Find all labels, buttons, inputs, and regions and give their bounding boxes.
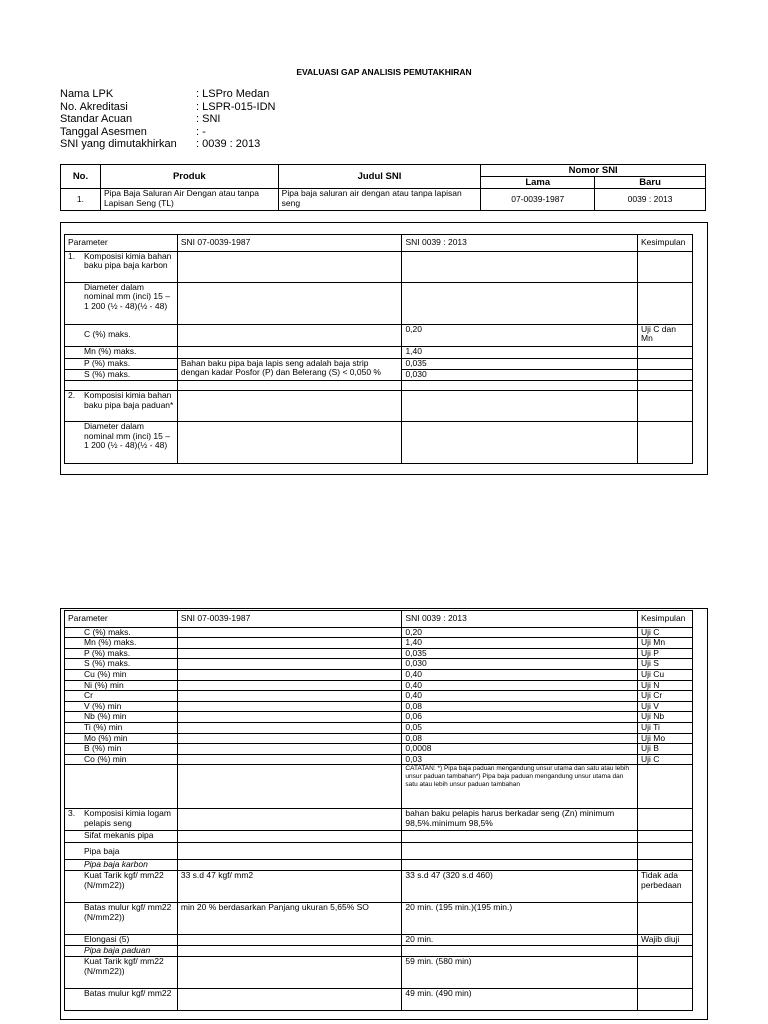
header-parameter: Parameter <box>65 235 178 252</box>
row-number: 2. <box>68 390 76 401</box>
old-value-cell <box>177 744 402 755</box>
kesimpulan-cell: Uji N <box>637 680 692 691</box>
kesimpulan-cell: Uji C <box>637 627 692 638</box>
old-value-cell <box>177 701 402 712</box>
table-row <box>65 691 693 702</box>
table-row <box>65 935 693 946</box>
kesimpulan-cell: Uji Mo <box>637 733 692 744</box>
cell-judul: Pipa baja saluran air dengan atau tanpa lapisan seng <box>278 189 481 211</box>
document-title: EVALUASI GAP ANALISIS PEMUTAKHIRAN <box>296 67 472 77</box>
param-cell: S (%) maks. <box>65 369 178 380</box>
param-cell: Komposisi kimia logam pelapis seng <box>84 808 171 828</box>
param-cell: Diameter dalam nominal mm (inci) 15 – 1 200 (½ - 48)(½ - 48) <box>65 282 178 324</box>
param-cell: V (%) min <box>65 701 178 712</box>
table-row <box>65 648 693 659</box>
new-value-cell: 0,20 <box>402 627 638 638</box>
info-label: No. Akreditasi <box>60 100 128 113</box>
table-row <box>65 765 693 809</box>
param-cell: Co (%) min <box>65 754 178 765</box>
table-row <box>65 843 693 860</box>
new-value-cell: 0,05 <box>402 722 638 733</box>
table-row <box>65 989 693 1011</box>
param-cell: Sifat mekanis pipa <box>65 831 178 843</box>
col-produk: Produk <box>100 165 278 189</box>
table-row <box>65 903 693 935</box>
old-value-cell <box>177 627 402 638</box>
kesimpulan-cell: Uji Cr <box>637 691 692 702</box>
info-value: : LSPR-015-IDN <box>196 100 276 113</box>
kesimpulan-cell: Uji V <box>637 701 692 712</box>
kesimpulan-cell: Uji Nb <box>637 712 692 723</box>
cell-produk: Pipa Baja Saluran Air Dengan atau tanpa Lapisan Seng (TL) <box>100 189 278 211</box>
cell-lama: 07-0039-1987 <box>481 189 595 211</box>
table-row <box>65 733 693 744</box>
old-value-cell <box>177 722 402 733</box>
new-value-cell: 49 min. (490 min) <box>402 989 638 1011</box>
comparison-table-1 <box>64 234 693 464</box>
new-value-cell: 0,0008 <box>402 744 638 755</box>
param-cell: C (%) maks. <box>65 627 178 638</box>
info-label: Tanggal Asesmen <box>60 125 147 138</box>
kesimpulan-cell: Uji S <box>637 659 692 670</box>
header-parameter: Parameter <box>65 611 178 628</box>
col-judul: Judul SNI <box>278 165 481 189</box>
param-cell: Ni (%) min <box>65 680 178 691</box>
info-label: SNI yang dimutakhirkan <box>60 138 177 150</box>
comparison-table-2 <box>64 610 693 1011</box>
new-value-cell: 1,40 <box>402 638 638 649</box>
new-value-cell: 20 min. <box>402 935 638 946</box>
new-value-cell: 0,06 <box>402 712 638 723</box>
new-value-cell: 0,08 <box>402 701 638 712</box>
new-value-cell: 0,08 <box>402 733 638 744</box>
new-value-cell: 0,40 <box>402 680 638 691</box>
old-value-cell <box>177 669 402 680</box>
info-row <box>60 138 275 151</box>
new-value-cell: 0,40 <box>402 669 638 680</box>
element-rows <box>65 627 693 765</box>
param-cell: Kuat Tarik kgf/ mm22 (N/mm22)) <box>65 957 178 989</box>
cell-no: 1. <box>61 189 101 211</box>
kesimpulan-cell: Uji Ti <box>637 722 692 733</box>
param-cell: Diameter dalam nominal mm (inci) 15 – 1 200 (½ - 48)(½ - 48) <box>65 422 178 464</box>
info-row <box>60 126 275 139</box>
old-value-cell <box>177 680 402 691</box>
info-row <box>60 88 275 101</box>
table-row <box>65 754 693 765</box>
table-header-row <box>65 611 693 628</box>
table-row <box>65 946 693 957</box>
param-cell: S (%) maks. <box>65 659 178 670</box>
param-cell: P (%) maks. <box>65 648 178 659</box>
param-cell: B (%) min <box>65 744 178 755</box>
table-row <box>65 251 693 282</box>
param-cell: Ti (%) min <box>65 722 178 733</box>
new-value-cell: 20 min. (195 min.)(195 min.) <box>402 903 638 935</box>
param-cell: Pipa baja <box>65 843 178 860</box>
table-row <box>65 860 693 871</box>
table-row <box>65 744 693 755</box>
header-old: SNI 07-0039-1987 <box>177 611 402 628</box>
new-value-cell: 33 s.d 47 (320 s.d 460) <box>402 871 638 903</box>
cell-baru: 0039 : 2013 <box>595 189 706 211</box>
table-row <box>65 680 693 691</box>
table-row <box>65 638 693 649</box>
old-value-cell <box>177 648 402 659</box>
info-row <box>60 101 275 114</box>
param-cell: Cr <box>65 691 178 702</box>
table-row <box>65 722 693 733</box>
param-cell: Batas mulur kgf/ mm22 (N/mm22)) <box>65 903 178 935</box>
col-nomor-sni: Nomor SNI <box>481 165 706 177</box>
header-old: SNI 07-0039-1987 <box>177 235 402 252</box>
header-kesimpulan: Kesimpulan <box>637 235 692 252</box>
info-label: Standar Acuan <box>60 113 133 125</box>
header-new: SNI 0039 : 2013 <box>402 235 638 252</box>
table-row <box>65 957 693 989</box>
old-value-cell: Bahan baku pipa baja lapis seng adalah baja strip dengan kadar Posfor (P) dan Belerang (S) < 0,050 % <box>177 358 402 380</box>
table-row <box>65 809 693 831</box>
old-value-cell <box>177 691 402 702</box>
table-row <box>65 324 693 346</box>
param-cell: Pipa baja paduan <box>65 946 178 957</box>
info-row <box>60 113 275 126</box>
table-row <box>65 831 693 843</box>
info-label: Nama LPK <box>60 88 114 100</box>
old-value-cell <box>177 638 402 649</box>
col-baru: Baru <box>595 177 706 189</box>
param-cell: Kuat Tarik kgf/ mm22 (N/mm22)) <box>65 871 178 903</box>
new-value-cell: bahan baku pelapis harus berkadar seng (Zn) minimum 98,5%.minimum 98,5% <box>402 809 638 831</box>
header-new: SNI 0039 : 2013 <box>402 611 638 628</box>
col-lama: Lama <box>481 177 595 189</box>
new-value-cell: 0,40 <box>402 691 638 702</box>
kesimpulan-cell: Uji C dan Mn <box>637 324 692 346</box>
old-value-cell: 33 s.d 47 kgf/ mm2 <box>177 871 402 903</box>
info-block <box>60 88 275 151</box>
kesimpulan-cell: Tidak ada perbedaan <box>637 871 692 903</box>
new-value-cell: 0,035 <box>402 648 638 659</box>
table-row <box>65 346 693 358</box>
table-row <box>65 391 693 422</box>
table-header-row <box>65 235 693 252</box>
catatan-note: CATATAN: *) Pipa baja paduan mengandung unsur utama dan satu atau lebih unsur paduan tambahan*) Pipa baja paduan mengandung unsur utama dan satu atau lebih unsur paduan tambahan <box>402 765 638 809</box>
table-row <box>61 189 706 211</box>
kesimpulan-cell: Uji C <box>637 754 692 765</box>
table-row <box>65 358 693 369</box>
new-value-cell: 0,030 <box>402 659 638 670</box>
table-row <box>65 669 693 680</box>
param-cell: Komposisi kimia bahan baku pipa baja karbon <box>84 250 172 271</box>
param-cell: Batas mulur kgf/ mm22 <box>65 989 178 1011</box>
info-value: : 0039 : 2013 <box>196 138 261 150</box>
param-cell: Mn (%) maks. <box>65 638 178 649</box>
kesimpulan-cell: Wajib diuji <box>637 935 692 946</box>
old-value-cell <box>177 754 402 765</box>
param-cell: Pipa baja karbon <box>65 860 178 871</box>
param-cell: Komposisi kimia bahan baku pipa baja paduan* <box>84 390 174 410</box>
new-value-cell: 0,03 <box>402 754 638 765</box>
old-value-cell <box>177 733 402 744</box>
table-row <box>65 627 693 638</box>
param-cell: Nb (%) min <box>65 712 178 723</box>
old-value-cell <box>177 712 402 723</box>
new-value-cell: 1,40 <box>402 346 638 358</box>
info-value: : SNI <box>196 113 221 125</box>
new-value-cell: 0,035 <box>402 358 638 369</box>
new-value-cell: 0,030 <box>402 369 638 380</box>
param-cell: Elongasi (5) <box>65 935 178 946</box>
kesimpulan-cell: Uji B <box>637 744 692 755</box>
info-value: : - <box>196 125 206 138</box>
old-value-cell: min 20 % berdasarkan Panjang ukuran 5,65% SO <box>177 903 402 935</box>
kesimpulan-cell: Uji P <box>637 648 692 659</box>
table-row <box>65 659 693 670</box>
table-row <box>65 871 693 903</box>
row-number: 1. <box>68 250 76 261</box>
summary-table <box>60 164 706 211</box>
kesimpulan-cell: Uji Cu <box>637 669 692 680</box>
new-value-cell: 59 min. (580 min) <box>402 957 638 989</box>
param-cell: Cu (%) min <box>65 669 178 680</box>
table-row <box>65 422 693 464</box>
param-cell: C (%) maks. <box>65 324 178 346</box>
new-value-cell: 0,20 <box>402 324 638 346</box>
table-row <box>65 282 693 324</box>
param-cell: Mo (%) min <box>65 733 178 744</box>
param-cell: Mn (%) maks. <box>65 346 178 358</box>
table-row <box>65 712 693 723</box>
old-value-cell <box>177 659 402 670</box>
param-cell: P (%) maks. <box>65 358 178 369</box>
header-kesimpulan: Kesimpulan <box>637 611 692 628</box>
col-no: No. <box>61 165 101 189</box>
info-value: : LSPro Medan <box>196 88 270 100</box>
kesimpulan-cell: Uji Mn <box>637 638 692 649</box>
table-row <box>65 380 693 391</box>
row-number: 3. <box>68 808 76 819</box>
table-row <box>65 701 693 712</box>
